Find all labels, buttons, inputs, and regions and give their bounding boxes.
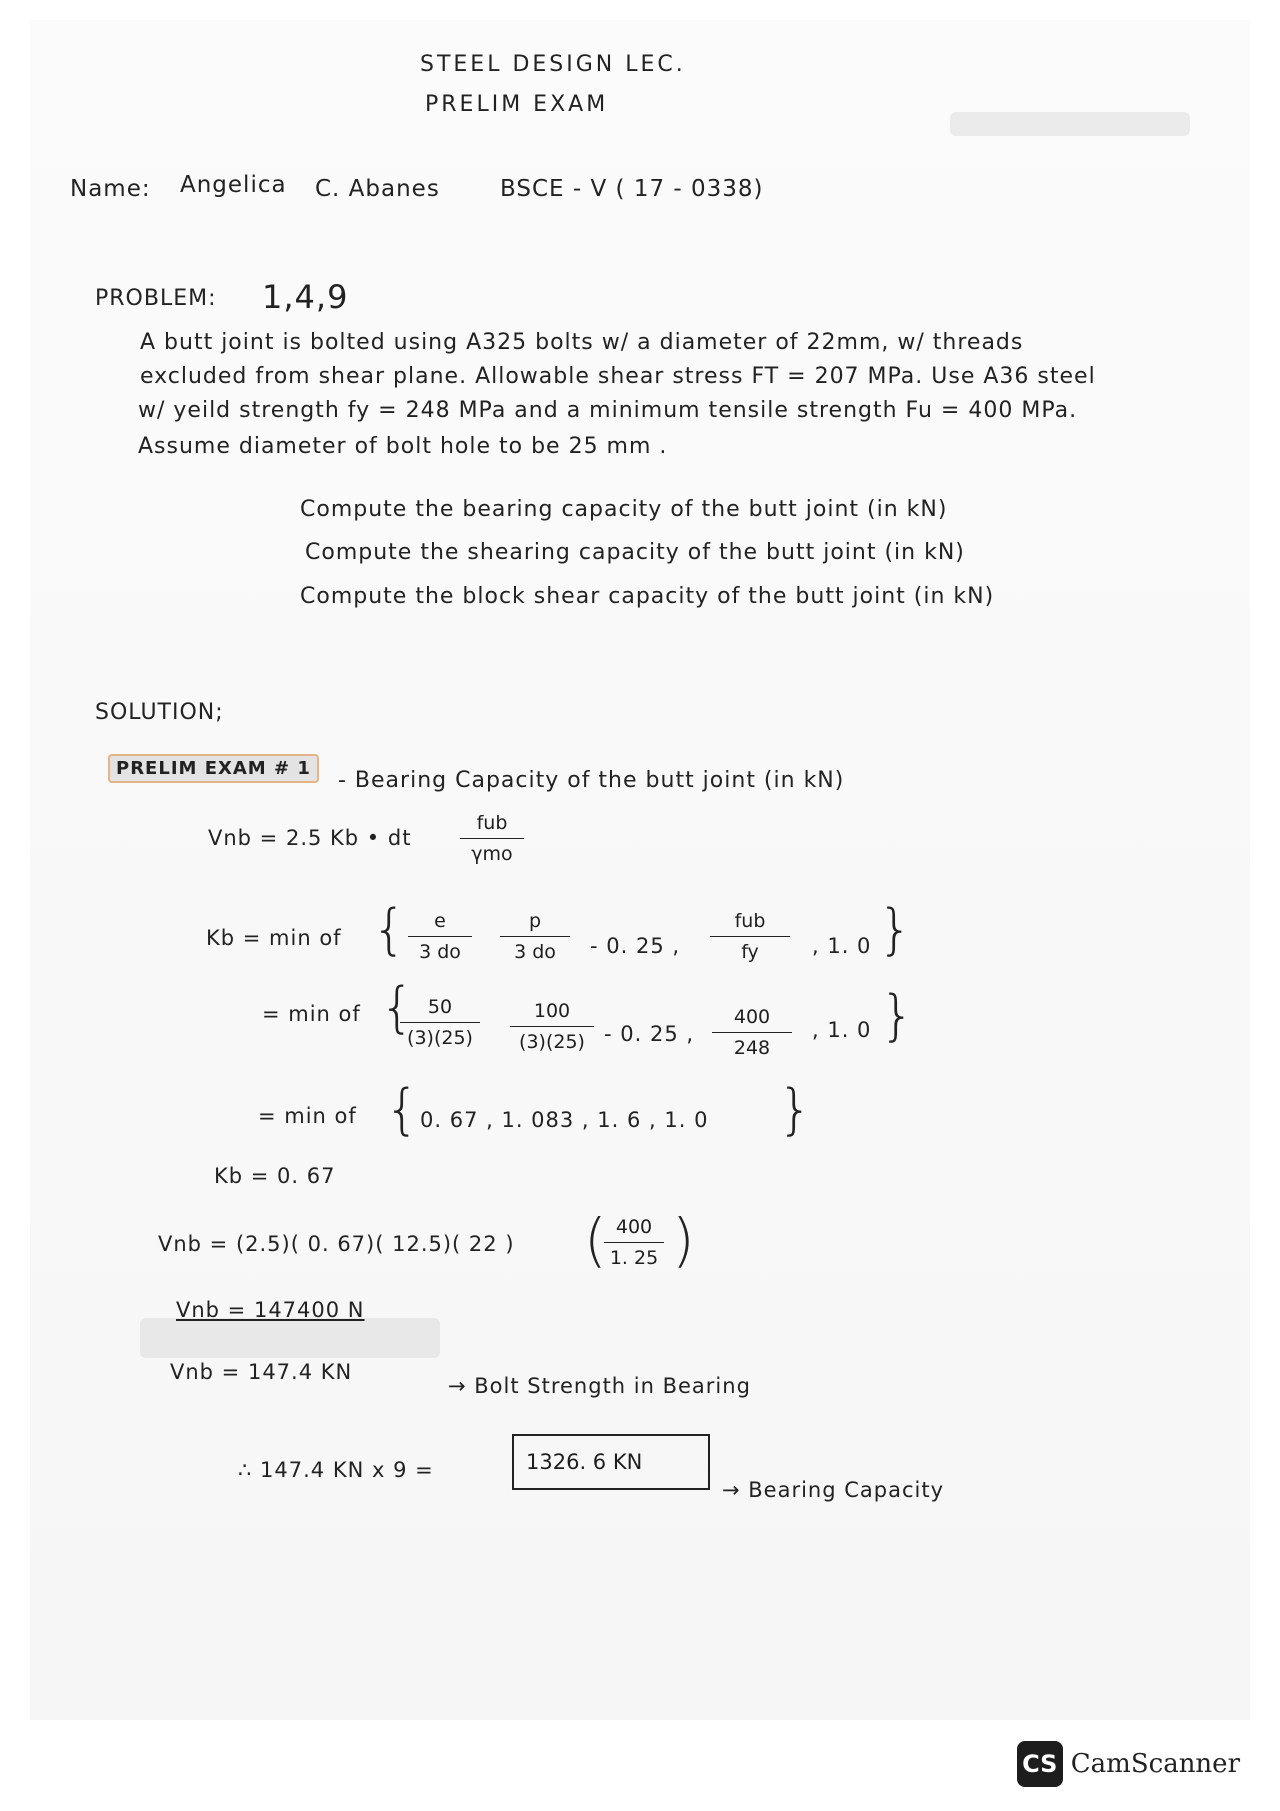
kb1-frac-fub-num: fub <box>734 910 766 932</box>
kb-line2-lhs: = min of <box>262 1002 361 1026</box>
prelim-exam-tag: PRELIM EXAM # 1 <box>108 754 319 783</box>
question-3: Compute the block shear capacity of the butt joint (in kN) <box>300 584 995 609</box>
right-brace: } <box>880 984 915 1047</box>
left-paren: ( <box>584 1206 608 1274</box>
kb1-frac-fub <box>710 910 790 963</box>
kb2-frac-3 <box>712 1006 792 1059</box>
kb2-last: , 1. 0 <box>812 1018 872 1042</box>
solution-heading: - Bearing Capacity of the butt joint (in kN) <box>338 768 845 793</box>
problem-line-1: A butt joint is bolted using A325 bolts w/ a diameter of 22mm, w/ threads <box>140 330 1024 355</box>
problem-numbers: 1,4,9 <box>262 278 349 316</box>
right-paren: ) <box>672 1206 696 1274</box>
kb1-frac-p <box>500 910 570 963</box>
scan-smudge <box>140 1318 440 1358</box>
student-last-name: C. Abanes <box>315 176 440 202</box>
fraction-bar <box>604 1242 664 1243</box>
answer-box <box>512 1434 710 1490</box>
vnb-newtons: Vnb = 147400 N <box>176 1298 365 1322</box>
camscanner-logo-icon: CS <box>1017 1741 1063 1787</box>
vnb-formula-fraction <box>460 812 524 865</box>
final-calculation: ∴ 147.4 KN x 9 = <box>238 1458 434 1482</box>
kb-line1-lhs: Kb = min of <box>206 926 342 950</box>
vnb-formula-den: γmo <box>471 843 513 865</box>
left-brace: { <box>372 898 407 961</box>
student-first-name: Angelica <box>180 172 287 198</box>
kb2-minus: - 0. 25 , <box>604 1022 695 1046</box>
kb2-frac-2 <box>510 1000 594 1053</box>
answer-value: 1326. 6 KN <box>526 1450 643 1474</box>
right-brace: } <box>778 1078 813 1141</box>
kb-result: Kb = 0. 67 <box>214 1164 336 1188</box>
fraction-bar <box>400 1022 480 1023</box>
solution-label: SOLUTION; <box>95 700 224 725</box>
bolt-strength-note: → Bolt Strength in Bearing <box>448 1374 751 1398</box>
kb1-minus: - 0. 25 , <box>590 934 681 958</box>
left-brace: { <box>380 976 415 1039</box>
bearing-capacity-note: → Bearing Capacity <box>722 1478 945 1502</box>
left-brace: { <box>385 1078 420 1141</box>
kb1-frac-e <box>408 910 472 963</box>
course-title: STEEL DESIGN LEC. <box>420 52 686 77</box>
kb2-frac-3-num: 400 <box>733 1006 771 1028</box>
fraction-bar <box>712 1032 792 1033</box>
problem-line-2: excluded from shear plane. Allowable shear stress FT = 207 MPa. Use A36 steel <box>140 364 1096 389</box>
fraction-bar <box>500 936 570 937</box>
right-brace: } <box>878 898 913 961</box>
question-1: Compute the bearing capacity of the butt joint (in kN) <box>300 497 948 522</box>
scan-smudge <box>950 112 1190 136</box>
kb1-frac-p-den: 3 do <box>514 941 556 963</box>
kb1-frac-p-num: p <box>528 910 542 932</box>
vnb-formula-lhs: Vnb = 2.5 Kb • dt <box>208 826 412 850</box>
student-course: BSCE - V ( 17 - 0338) <box>500 176 764 202</box>
fraction-bar <box>460 838 524 839</box>
kb2-frac-1 <box>400 996 480 1049</box>
problem-line-3: w/ yeild strength fy = 248 MPa and a minimum tensile strength Fu = 400 MPa. <box>138 398 1078 423</box>
kb1-frac-e-num: e <box>434 910 446 932</box>
vnb-sub-den: 1. 25 <box>609 1247 659 1269</box>
kb-line3-lhs: = min of <box>258 1104 357 1128</box>
vnb-sub-fraction <box>604 1216 664 1269</box>
kb2-frac-3-den: 248 <box>733 1037 771 1059</box>
kb1-frac-fub-den: fy <box>741 941 759 963</box>
vnb-sub-num: 400 <box>615 1216 653 1238</box>
kb-line3-values: 0. 67 , 1. 083 , 1. 6 , 1. 0 <box>420 1108 709 1132</box>
fraction-bar <box>510 1026 594 1027</box>
vnb-formula-num: fub <box>476 812 508 834</box>
fraction-bar <box>710 936 790 937</box>
problem-line-4: Assume diameter of bolt hole to be 25 mm . <box>138 434 668 459</box>
kb2-frac-1-den: (3)(25) <box>407 1027 473 1049</box>
camscanner-text: CamScanner <box>1070 1749 1240 1779</box>
camscanner-watermark <box>1017 1741 1240 1787</box>
kb2-frac-1-num: 50 <box>427 996 453 1018</box>
kb2-frac-2-den: (3)(25) <box>519 1031 585 1053</box>
name-label: Name: <box>70 176 151 202</box>
vnb-kilonewtons: Vnb = 147.4 KN <box>170 1360 353 1384</box>
question-2: Compute the shearing capacity of the butt joint (in kN) <box>305 540 965 565</box>
problem-label: PROBLEM: <box>95 286 217 311</box>
fraction-bar <box>408 936 472 937</box>
kb1-last: , 1. 0 <box>812 934 872 958</box>
exam-title: PRELIM EXAM <box>425 92 609 117</box>
vnb-substitution: Vnb = (2.5)( 0. 67)( 12.5)( 22 ) <box>158 1232 515 1256</box>
kb2-frac-2-num: 100 <box>533 1000 571 1022</box>
kb1-frac-e-den: 3 do <box>419 941 461 963</box>
